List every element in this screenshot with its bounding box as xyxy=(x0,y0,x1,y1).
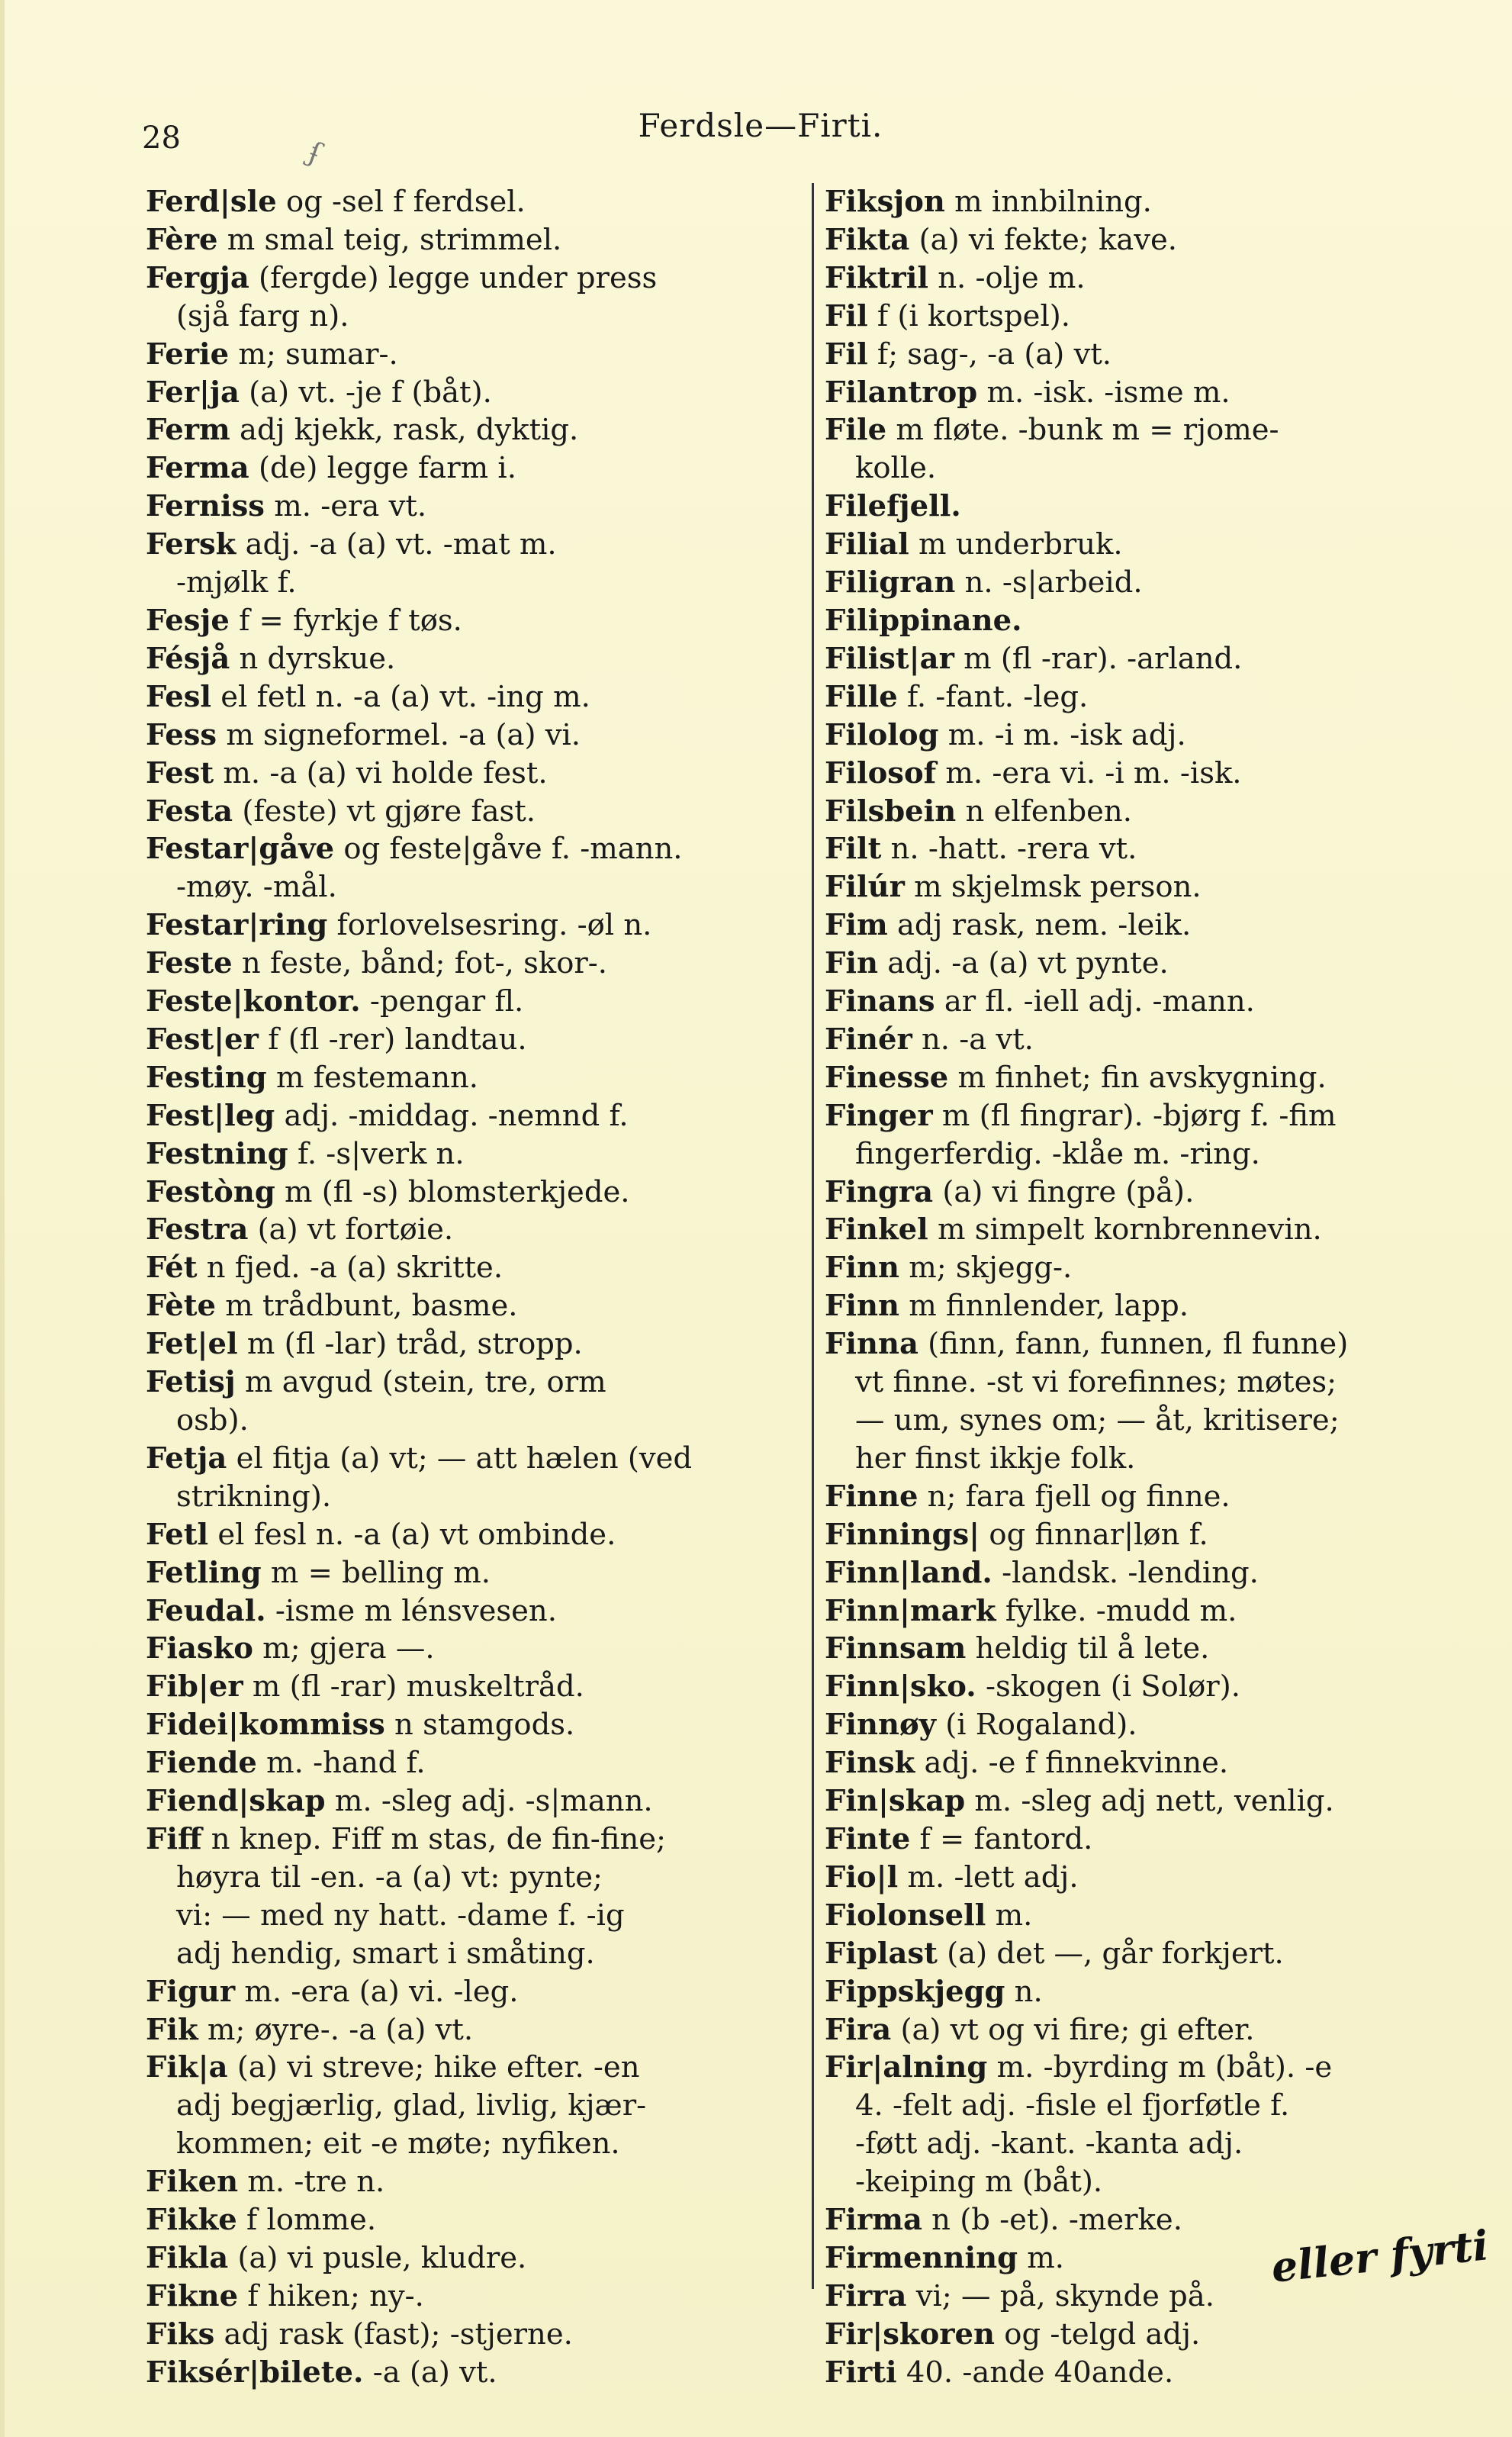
dictionary-line: Fiende m. -hand f. xyxy=(146,1746,426,1781)
dictionary-line: Festòng m (fl -s) blomsterkjede. xyxy=(146,1174,630,1209)
page-header xyxy=(5,107,1512,170)
dictionary-line: kommen; eit -e møte; nyfiken. xyxy=(176,2126,620,2162)
dictionary-line: Fét n fjed. -a (a) skritte. xyxy=(146,1251,503,1286)
dictionary-line: Fil f (i kortspel). xyxy=(825,298,1071,333)
dictionary-line: Fésjå n dyrskue. xyxy=(146,641,396,676)
dictionary-line: Firti 40. -ande 40ande. xyxy=(825,2355,1174,2390)
dictionary-line: Fète m trådbunt, basme. xyxy=(146,1289,518,1324)
dictionary-line: Fer|ja (a) vt. -je f (båt). xyxy=(146,375,492,410)
handwritten-note: eller fyrti xyxy=(1269,2220,1491,2292)
dictionary-line: Fiplast (a) det —, går forkjert. xyxy=(825,1936,1284,1971)
dictionary-line: Finte f = fantord. xyxy=(825,1821,1093,1856)
dictionary-line: Filsbein n elfenben. xyxy=(825,794,1132,829)
dictionary-line: -keiping m (båt). xyxy=(855,2165,1103,2200)
dictionary-line: Finsk adj. -e f finnekvinne. xyxy=(825,1746,1229,1781)
dictionary-line: Fetisj m avgud (stein, tre, orm xyxy=(146,1365,606,1400)
right-column xyxy=(812,183,1458,2390)
dictionary-line: Fikne f hiken; ny-. xyxy=(146,2278,424,2313)
dictionary-line: Fikta (a) vi fekte; kave. xyxy=(825,222,1178,257)
dictionary-line: Firra vi; — på, skynde på. xyxy=(825,2278,1214,2313)
dictionary-line: Finn m finnlender, lapp. xyxy=(825,1289,1189,1324)
dictionary-line: Filosof m. -era vi. -i m. -isk. xyxy=(825,755,1242,790)
dictionary-line: Firmenning m. xyxy=(825,2240,1064,2275)
dictionary-line: Fikke f lomme. xyxy=(146,2203,377,2238)
dictionary-line: Fetl el fesl n. -a (a) vt ombinde. xyxy=(146,1517,616,1552)
dictionary-line: Fin|skap m. -sleg adj nett, venlig. xyxy=(825,1784,1334,1819)
dictionary-line: Festar|ring forlovelsesring. -øl n. xyxy=(146,908,652,943)
dictionary-line: Fest|er f (fl -rer) landtau. xyxy=(146,1022,527,1057)
dictionary-line: Feudal. -isme m lénsvesen. xyxy=(146,1593,557,1628)
dictionary-line: fingerferdig. -klåe m. -ring. xyxy=(855,1136,1260,1171)
dictionary-line: Fess m signeformel. -a (a) vi. xyxy=(146,717,581,752)
dictionary-line: Fiksér|bilete. -a (a) vt. xyxy=(146,2355,497,2390)
dictionary-line: Filt n. -hatt. -rera vt. xyxy=(825,832,1137,867)
page-number: 28 xyxy=(142,121,181,156)
dictionary-line: Fikla (a) vi pusle, kludre. xyxy=(146,2240,527,2275)
dictionary-line: høyra til -en. -a (a) vt: pynte; xyxy=(176,1859,603,1895)
dictionary-line: Fiend|skap m. -sleg adj. -s|mann. xyxy=(146,1784,653,1819)
dictionary-line: Ferma (de) legge farm i. xyxy=(146,451,516,486)
dictionary-line: Festing m festemann. xyxy=(146,1060,479,1095)
dictionary-line: Fippskjegg n. xyxy=(825,1974,1043,2009)
dictionary-line: osb). xyxy=(176,1403,249,1437)
dictionary-line: Finn|land. -landsk. -lending. xyxy=(825,1555,1259,1590)
dictionary-line: Finn|mark fylke. -mudd m. xyxy=(825,1593,1237,1628)
dictionary-line: Fil f; sag-, -a (a) vt. xyxy=(825,336,1112,372)
dictionary-line: Ferie m; sumar-. xyxy=(146,336,398,372)
dictionary-line: Fidei|kommiss n stamgods. xyxy=(146,1708,575,1743)
dictionary-line: Fik|a (a) vi streve; hike efter. -en xyxy=(146,2050,640,2085)
dictionary-line: Fest|leg adj. -middag. -nemnd f. xyxy=(146,1098,629,1133)
dictionary-line: adj begjærlig, glad, livlig, kjær- xyxy=(176,2088,647,2123)
dictionary-line: Fille f. -fant. -leg. xyxy=(825,679,1089,714)
dictionary-line: Fim adj rask, nem. -leik. xyxy=(825,908,1192,943)
dictionary-line: Festning f. -s|verk n. xyxy=(146,1136,465,1171)
dictionary-line: Filist|ar m (fl -rar). -arland. xyxy=(825,641,1243,676)
dictionary-line: Firma n (b -et). -merke. xyxy=(825,2203,1182,2238)
dictionary-line: Festra (a) vt fortøie. xyxy=(146,1212,454,1247)
dictionary-line: Fet|el m (fl -lar) tråd, stropp. xyxy=(146,1327,583,1362)
dictionary-line: Ferd|sle og -sel f ferdsel. xyxy=(146,185,526,219)
dictionary-line: Fio|l m. -lett adj. xyxy=(825,1859,1079,1895)
dictionary-line: Fetling m = belling m. xyxy=(146,1555,491,1590)
dictionary-line: Fesl el fetl n. -a (a) vt. -ing m. xyxy=(146,679,590,714)
dictionary-line: Finnsam heldig til å lete. xyxy=(825,1631,1210,1666)
dictionary-line: 4. -felt adj. -fisle el fjorføtle f. xyxy=(855,2088,1290,2123)
dictionary-line: Fiasko m; gjera —. xyxy=(146,1631,435,1666)
dictionary-line: Fir|skoren og -telgd adj. xyxy=(825,2316,1201,2352)
dictionary-line: adj hendig, smart i småting. xyxy=(176,1936,595,1971)
dictionary-line: Fesje f = fyrkje f tøs. xyxy=(146,603,462,638)
dictionary-line: Fetja el fitja (a) vt; — att hælen (ved xyxy=(146,1441,693,1476)
dictionary-line: Finér n. -a vt. xyxy=(825,1022,1034,1057)
dictionary-line: Fira (a) vt og vi fire; gi efter. xyxy=(825,2012,1255,2047)
left-column xyxy=(146,183,798,2392)
dictionary-line: (sjå farg n). xyxy=(176,298,349,333)
dictionary-line: Ferm adj kjekk, rask, dyktig. xyxy=(146,413,579,448)
dictionary-line: Figur m. -era (a) vi. -leg. xyxy=(146,1974,519,2009)
dictionary-line: Fiks adj rask (fast); -stjerne. xyxy=(146,2316,573,2352)
dictionary-line: Filantrop m. -isk. -isme m. xyxy=(825,375,1231,410)
dictionary-line: Filippinane. xyxy=(825,603,1022,638)
dictionary-line: Ferniss m. -era vt. xyxy=(146,489,427,524)
dictionary-line: Finnings| og finnar|løn f. xyxy=(825,1517,1208,1552)
dictionary-line: Filolog m. -i m. -isk adj. xyxy=(825,717,1186,752)
dictionary-line: strikning). xyxy=(176,1479,332,1514)
dictionary-line: — um, synes om; — åt, kritisere; xyxy=(855,1403,1340,1437)
dictionary-line: Filial m underbruk. xyxy=(825,527,1123,562)
dictionary-line: vt finne. -st vi forefinnes; møtes; xyxy=(855,1365,1337,1400)
dictionary-line: Fère m smal teig, strimmel. xyxy=(146,222,562,257)
dictionary-line: vi: — med ny hatt. -dame f. -ig xyxy=(176,1898,625,1933)
dictionary-line: Finans ar fl. -iell adj. -mann. xyxy=(825,984,1255,1019)
dictionary-line: Finkel m simpelt kornbrennevin. xyxy=(825,1212,1322,1247)
dictionary-line: Finesse m finhet; fin avskygning. xyxy=(825,1060,1327,1095)
dictionary-line: Finna (finn, fann, funnen, fl funne) xyxy=(825,1327,1349,1362)
dictionary-line: Filúr m skjelmsk person. xyxy=(825,870,1202,905)
dictionary-line: Fir|alning m. -byrding m (båt). -e xyxy=(825,2050,1333,2085)
dictionary-line: Fergja (fergde) legge under press xyxy=(146,260,658,295)
dictionary-line: kolle. xyxy=(855,451,937,486)
dictionary-line: Finn m; skjegg-. xyxy=(825,1251,1073,1286)
dictionary-line: Fiken m. -tre n. xyxy=(146,2165,385,2200)
dictionary-line: Filefjell. xyxy=(825,489,961,524)
dictionary-line: Fiolonsell m. xyxy=(825,1898,1033,1933)
dictionary-line: -føtt adj. -kant. -kanta adj. xyxy=(855,2126,1243,2162)
dictionary-line: -mjølk f. xyxy=(176,565,297,600)
pencil-mark: ʄ xyxy=(304,136,325,170)
dictionary-line: -møy. -mål. xyxy=(176,870,337,905)
dictionary-line: Fib|er m (fl -rar) muskeltråd. xyxy=(146,1669,584,1705)
dictionary-line: Fik m; øyre-. -a (a) vt. xyxy=(146,2012,474,2047)
dictionary-line: Finger m (fl fingrar). -bjørg f. -fim xyxy=(825,1098,1337,1133)
dictionary-line: File m fløte. -bunk m = rjome- xyxy=(825,413,1279,448)
dictionary-line: Fin adj. -a (a) vt pynte. xyxy=(825,946,1169,981)
running-title: Ferdsle—Firti. xyxy=(638,107,883,144)
dictionary-line: Filigran n. -s|arbeid. xyxy=(825,565,1143,600)
dictionary-line: Festa (feste) vt gjøre fast. xyxy=(146,794,536,829)
dictionary-line: Fiff n knep. Fiff m stas, de fin-fine; xyxy=(146,1821,667,1856)
dictionary-line: Finn|sko. -skogen (i Solør). xyxy=(825,1669,1240,1705)
dictionary-line: Finne n; fara fjell og finne. xyxy=(825,1479,1231,1514)
dictionary-line: Finnøy (i Rogaland). xyxy=(825,1708,1137,1743)
dictionary-line: Fersk adj. -a (a) vt. -mat m. xyxy=(146,527,557,562)
dictionary-line: Fiksjon m innbilning. xyxy=(825,185,1152,219)
dictionary-line: her finst ikkje folk. xyxy=(855,1441,1136,1476)
dictionary-line: Fingra (a) vi fingre (på). xyxy=(825,1174,1195,1209)
dictionary-line: Fest m. -a (a) vi holde fest. xyxy=(146,755,548,790)
dictionary-line: Festar|gåve og feste|gåve f. -mann. xyxy=(146,832,683,867)
dictionary-line: Feste|kontor. -pengar fl. xyxy=(146,984,524,1019)
dictionary-line: Fiktril n. -olje m. xyxy=(825,260,1086,295)
dictionary-line: Feste n feste, bånd; fot-, skor-. xyxy=(146,946,608,981)
